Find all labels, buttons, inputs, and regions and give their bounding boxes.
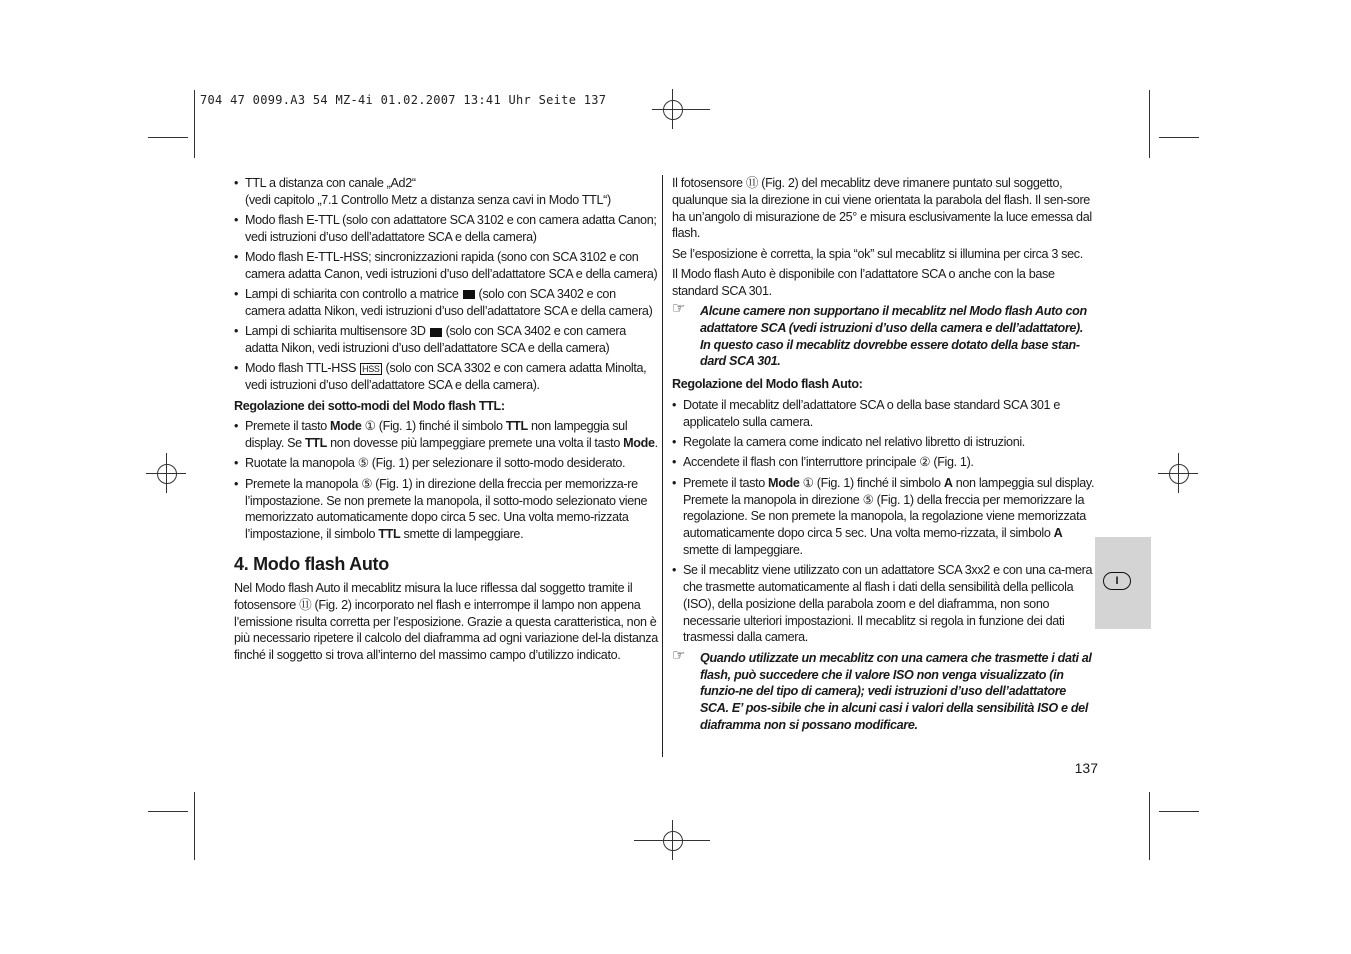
list-item: • Lampi di schiarita con controllo a matrice (solo con SCA 3402 e con camera adatta Nikon, vedi istruzioni d’uso dell’adattatore SCA e della camera) xyxy=(234,286,658,320)
left-column xyxy=(234,175,658,667)
list-item: • TTL a distanza con canale „Ad2“ (vedi capitolo „7.1 Controllo Metz a distanza senza cavi in Modo TTL“) xyxy=(234,175,658,209)
list-item: • Regolate la camera come indicato nel relativo libretto di istruzioni. xyxy=(672,434,1096,451)
crop-mark xyxy=(194,90,195,158)
crop-mark xyxy=(148,811,188,812)
paragraph: Il fotosensore ⑪ (Fig. 2) del mecablitz deve rimanere puntato sul soggetto, qualunque sia la direzione in cui viene orientata la parabola del flash. Il sen-sore ha un’angolo di misurazione de 25° e misura esclusivamente la luce emessa dal flash. xyxy=(672,176,1092,241)
crop-mark xyxy=(1159,811,1199,812)
registration-mark-left xyxy=(146,453,186,493)
registration-mark-top xyxy=(652,89,692,129)
crop-mark xyxy=(1149,90,1150,158)
list-item: • Dotate il mecablitz dell’adattatore SCA o della base standard SCA 301 e applicatelo sulla camera. xyxy=(672,397,1096,431)
pointing-hand-icon: ☞ xyxy=(672,300,686,318)
crop-mark xyxy=(194,792,195,860)
list-item: • Premete la manopola ⑤ (Fig. 1) in direzione della freccia per memorizza-re l’impostazione. Se non premete la manopola, il sotto-modo selezionato viene memorizzato automaticamente dopo circa 5 sec. Una volta memo-rizzata l’impostazione, il simbolo TTL smette di lampeggiare. xyxy=(234,476,658,543)
column-divider xyxy=(662,175,663,757)
crop-mark xyxy=(1159,137,1199,138)
matrix-fill-flash-icon xyxy=(463,290,475,299)
paragraph: Se l’esposizione è corretta, la spia “ok” sul mecablitz si illumina per circa 3 sec. xyxy=(672,246,1083,261)
right-column xyxy=(672,175,1096,740)
section-title: 4. Modo flash Auto xyxy=(234,553,389,574)
language-tab xyxy=(1095,537,1151,629)
note: ☞ Quando utilizzate un mecablitz con una camera che trasmette i dati al flash, può succedere che il valore ISO non venga visualizzato (in funzio-ne del tipo di camera); vedi istruzioni d’uso dell’adattatore SCA. E’ pos-sibile che in alcuni casi i valori della sensibilità ISO e del diaframma non si possano modificare. xyxy=(672,646,1092,732)
print-info: 704 47 0099.A3 54 MZ-4i 01.02.2007 13:41 Uhr Seite 137 xyxy=(200,93,607,107)
registration-mark-bottom xyxy=(652,820,692,860)
list-item: • Lampi di schiarita multisensore 3D (solo con SCA 3402 e con camera adatta Nikon, vedi istruzioni d’uso dell’adattatore SCA e della camera) xyxy=(234,323,658,357)
page-number: 137 xyxy=(1074,760,1098,776)
crop-mark xyxy=(148,137,188,138)
subheading-auto-mode: Regolazione del Modo flash Auto: xyxy=(672,377,863,392)
list-item: • Se il mecablitz viene utilizzato con un adattatore SCA 3xx2 e con una ca-mera che trasmette automaticamente al flash i dati della sensibilità della pellicola (ISO), della posizione della parabola zoom e del diaframma, non sono necessarie ulteriori impostazioni. Il mecablitz si regola in funzione dei dati trasmessi dalla camera. xyxy=(672,562,1096,646)
paragraph: Il Modo flash Auto è disponibile con l’adattatore SCA o anche con la base standard SCA 301. xyxy=(672,266,1055,298)
list-item: • Accendete il flash con l’interruttore principale ② (Fig. 1). xyxy=(672,454,1096,471)
crop-mark xyxy=(1149,792,1150,860)
list-item: • Modo flash E-TTL-HSS; sincronizzazioni rapida (sono con SCA 3102 e con camera adatta Canon, vedi istruzioni d’uso dell’adattatore SCA e della camera) xyxy=(234,249,658,283)
subheading-ttl-submodes: Regolazione dei sotto-modi del Modo flash TTL: xyxy=(234,398,505,413)
list-item: • Modo flash E-TTL (solo con adattatore SCA 3102 e con camera adatta Canon; vedi istruzioni d’uso dell’adattatore SCA e della camera) xyxy=(234,212,658,246)
pointing-hand-icon: ☞ xyxy=(672,646,686,664)
language-label: I xyxy=(1103,572,1131,590)
hss-badge: HSS xyxy=(362,364,380,375)
registration-mark-right xyxy=(1158,453,1198,493)
section-body: Nel Modo flash Auto il mecablitz misura la luce riflessa dal soggetto tramite il fotosensore ⑪ (Fig. 2) incorporato nel flash e interrompe il lampo non appena l’emissione risulta corretta per l’esposizione. Grazie a questa caratteristica, non è più necessario ripetere il calcolo del diaframma ad ogni variazione del-la distanza finché il soggetto si trova all’interno del massimo campo d’utilizzo indicato. xyxy=(234,580,658,663)
list-item: • Ruotate la manopola ⑤ (Fig. 1) per selezionare il sotto-modo desiderato. xyxy=(234,455,658,472)
list-item: • Premete il tasto Mode ① (Fig. 1) finché il simbolo TTL non lampeggia sul display. Se TTL non dovesse più lampeggiare premete una volta il tasto Mode. xyxy=(234,418,658,452)
note: ☞ Alcune camere non supportano il mecablitz nel Modo flash Auto con adattatore SCA (vedi istruzioni d’uso della camera e dell’adattatore). In questo caso il mecablitz dovrebbe essere dotato della base stan-dard SCA 301. xyxy=(672,300,1087,369)
multisensor-3d-icon xyxy=(430,328,442,337)
list-item: • Modo flash TTL-HSS HSS (solo con SCA 3302 e con camera adatta Minolta, vedi istruzioni d’uso dell’adattatore SCA e della camera). xyxy=(234,360,658,394)
list-item: • Premete il tasto Mode ① (Fig. 1) finché il simbolo A non lampeggia sul display. Premete la manopola in direzione ⑤ (Fig. 1) della freccia per memorizzare la regolazione. Se non premete la manopola, la regolazione viene memorizzata automaticamente dopo circa 5 sec. Una volta memo-rizzata, il simbolo A smette di lampeggiare. xyxy=(672,475,1096,559)
